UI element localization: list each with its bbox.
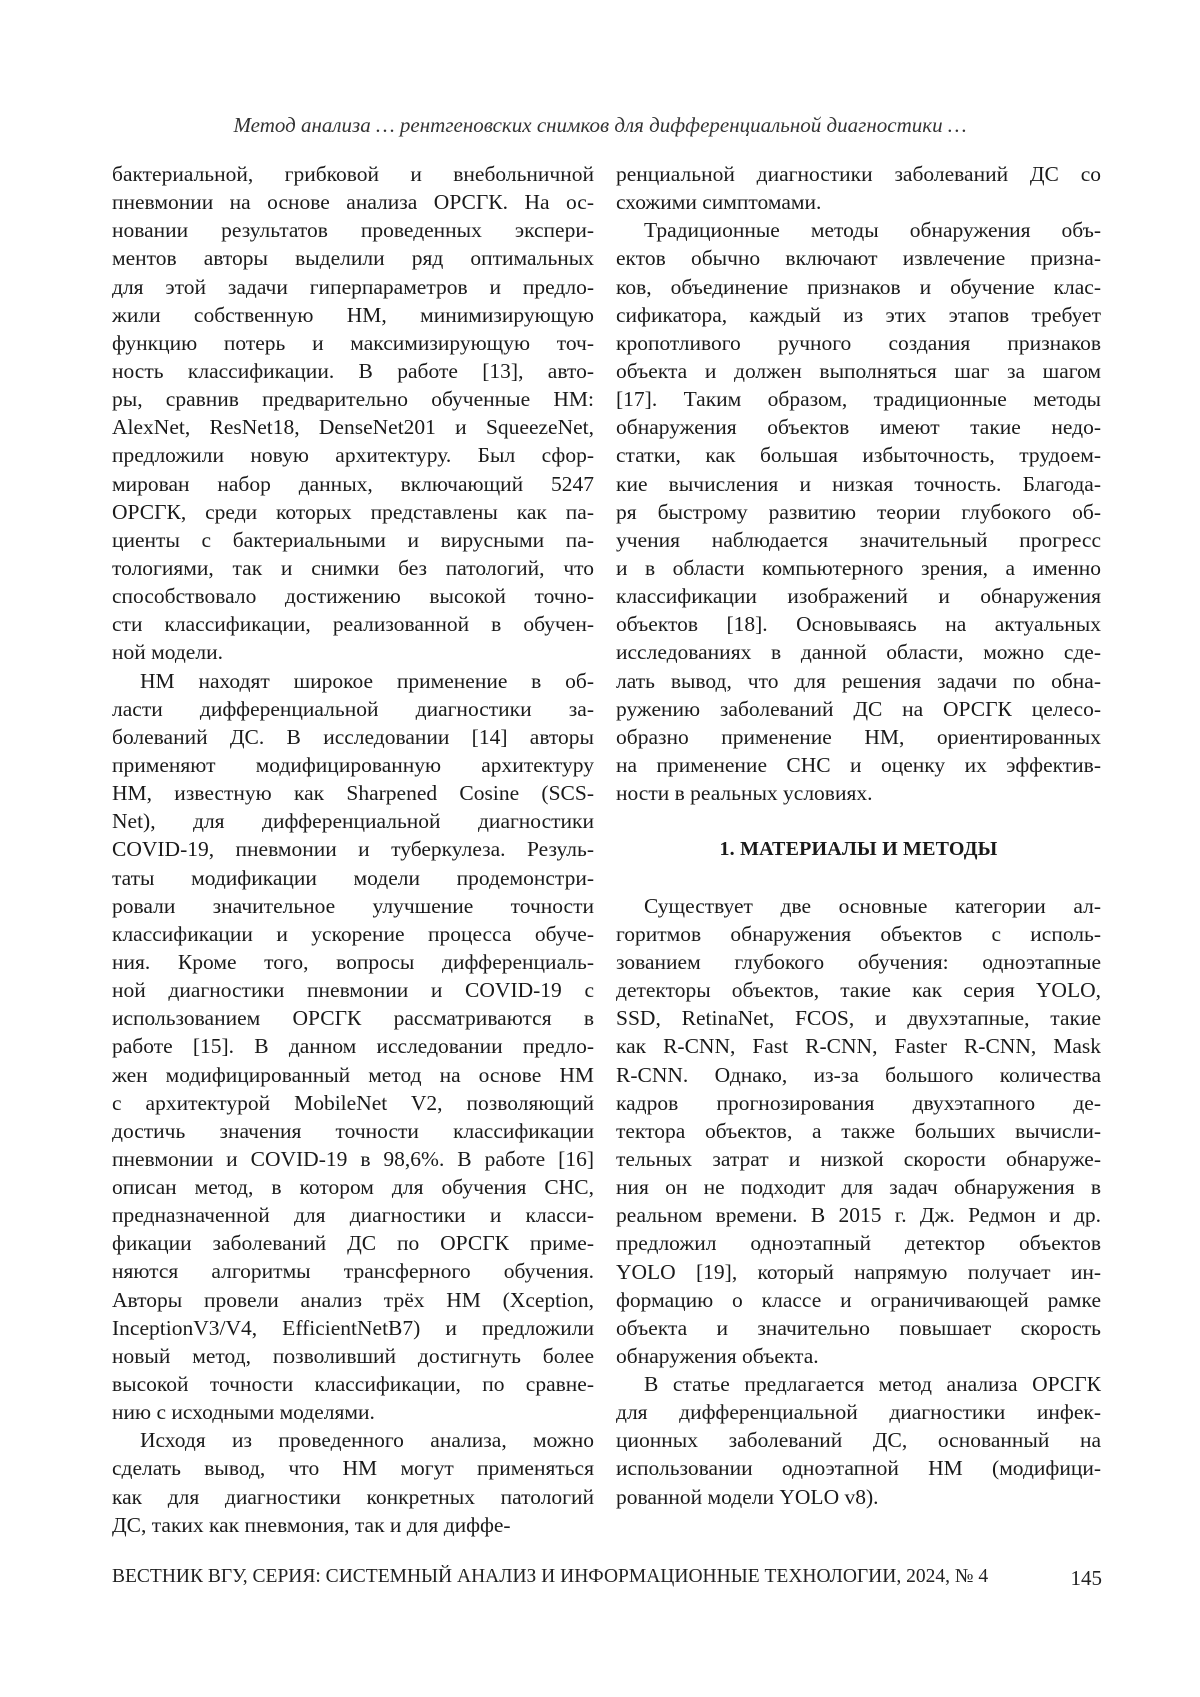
text-line: статки, как большая избыточность, трудоем- [616,441,1101,469]
text-line: COVID-19, пневмонии и туберкулеза. Резуль- [112,835,594,863]
text-line: жили собственную НМ, минимизирующую [112,301,594,329]
text-line: новый метод, позволивший достигнуть более [112,1342,594,1370]
text-line: реальном времени. В 2015 г. Дж. Редмон и др. [616,1201,1101,1229]
text-line: тектора объектов, а также больших вычисли- [616,1117,1101,1145]
paragraph [112,667,594,1427]
running-header: Метод анализа … рентгеновских снимков для дифференциальной диагностики … [0,113,1200,138]
text-line: исследованиях в данной области, можно сде- [616,638,1101,666]
right-top-text [616,160,1101,807]
text-line: НМ, известную как Sharpened Cosine (SCS- [112,779,594,807]
text-line: новании результатов проведенных экспери- [112,216,594,244]
text-line: обнаружения объекта. [616,1342,1101,1370]
text-line: кадров прогнозирования двухэтапного де- [616,1089,1101,1117]
text-line: YOLO [19], который напрямую получает ин- [616,1258,1101,1286]
text-line: ласти дифференциальной диагностики за- [112,695,594,723]
text-line: пневмонии на основе анализа ОРСГК. На ос- [112,188,594,216]
text-line: ОРСГК, среди которых представлены как па- [112,498,594,526]
text-line: ния. Кроме того, вопросы дифференциаль- [112,948,594,976]
text-line: объекта и должен выполняться шаг за шагом [616,357,1101,385]
text-line: R-CNN. Однако, из-за большого количества [616,1061,1101,1089]
text-line: для дифференциальной диагностики инфек- [616,1398,1101,1426]
text-line: как для диагностики конкретных патологий [112,1483,594,1511]
text-line: ренциальной диагностики заболеваний ДС со [616,160,1101,188]
text-line: SSD, RetinaNet, FCOS, и двухэтапные, такие [616,1004,1101,1032]
text-line: ря быстрому развитию теории глубокого об- [616,498,1101,526]
text-line: ровали значительное улучшение точности [112,892,594,920]
text-line: ков, объединение признаков и обучение клас- [616,273,1101,301]
text-line: объектов [18]. Основываясь на актуальных [616,610,1101,638]
text-line: ДС, таких как пневмония, так и для диффе- [112,1511,594,1539]
text-line: сификатора, каждый из этих этапов требует [616,301,1101,329]
text-line: InceptionV3/V4, EfficientNetB7) и предложили [112,1314,594,1342]
text-line: Исходя из проведенного анализа, можно [112,1426,594,1454]
text-line: кропотливого ручного создания признаков [616,329,1101,357]
text-line: жен модифицированный метод на основе НМ [112,1061,594,1089]
text-line: сделать вывод, что НМ могут применяться [112,1454,594,1482]
text-line: и в области компьютерного зрения, а именно [616,554,1101,582]
text-line: нию с исходными моделями. [112,1398,594,1426]
text-line: бактериальной, грибковой и внебольничной [112,160,594,188]
text-line: таты модификации модели продемонстри- [112,864,594,892]
text-line: описан метод, в котором для обучения СНС, [112,1173,594,1201]
text-line: образно применение НМ, ориентированных [616,723,1101,751]
text-line: предложил одноэтапный детектор объектов [616,1229,1101,1257]
text-line: использовании одноэтапной НМ (модифици- [616,1454,1101,1482]
text-line: детекторы объектов, такие как серия YOLO, [616,976,1101,1004]
text-line: с архитектурой MobileNet V2, позволяющий [112,1089,594,1117]
paragraph [616,160,1101,216]
paragraph [616,892,1101,1370]
text-line: зованием глубокого обучения: одноэтапные [616,948,1101,976]
text-line: применяют модифицированную архитектуру [112,751,594,779]
text-line: ной модели. [112,638,594,666]
text-line: ектов обычно включают извлечение призна- [616,244,1101,272]
right-column [616,160,1101,1511]
text-line: ружению заболеваний ДС на ОРСГК целесо- [616,695,1101,723]
text-line: ментов авторы выделили ряд оптимальных [112,244,594,272]
left-column [112,160,594,1539]
text-line: ности в реальных условиях. [616,779,1101,807]
text-line: функцию потерь и максимизирующую точ- [112,329,594,357]
text-line: рованной модели YOLO v8). [616,1483,1101,1511]
text-line: болеваний ДС. В исследовании [14] авторы [112,723,594,751]
paragraph [112,1426,594,1539]
page-footer [112,1566,1102,1591]
text-line: для этой задачи гиперпараметров и предло- [112,273,594,301]
text-line: предложили новую архитектуру. Был сфор- [112,441,594,469]
text-line: [17]. Таким образом, традиционные методы [616,385,1101,413]
text-line: формацию о классе и ограничивающей рамке [616,1286,1101,1314]
paragraph [616,216,1101,807]
text-line: ной диагностики пневмонии и COVID-19 с [112,976,594,1004]
section-heading: 1. МАТЕРИАЛЫ И МЕТОДЫ [616,807,1101,891]
text-line: Существует две основные категории ал- [616,892,1101,920]
text-line: AlexNet, ResNet18, DenseNet201 и SqueezeNet, [112,413,594,441]
text-line: лать вывод, что для решения задачи по обна- [616,667,1101,695]
text-line: тельных затрат и низкой скорости обнаруже- [616,1145,1101,1173]
text-line: обнаружения объектов имеют такие недо- [616,413,1101,441]
text-line: использованием ОРСГК рассматриваются в [112,1004,594,1032]
paragraph [616,1370,1101,1511]
text-line: кие вычисления и низкая точность. Благода- [616,470,1101,498]
text-line: Традиционные методы обнаружения объ- [616,216,1101,244]
text-line: объекта и значительно повышает скорость [616,1314,1101,1342]
text-line: учения наблюдается значительный прогресс [616,526,1101,554]
paragraph [112,160,594,667]
text-line: ры, сравнив предварительно обученные НМ: [112,385,594,413]
text-line: Net), для дифференциальной диагностики [112,807,594,835]
text-line: НМ находят широкое применение в об- [112,667,594,695]
text-line: В статье предлагается метод анализа ОРСГК [616,1370,1101,1398]
page-number: 145 [1071,1566,1103,1591]
text-line: циенты с бактериальными и вирусными па- [112,526,594,554]
text-line: способствовало достижению высокой точно- [112,582,594,610]
text-line: классификации изображений и обнаружения [616,582,1101,610]
right-bottom-text [616,892,1101,1511]
text-line: фикации заболеваний ДС по ОРСГК приме- [112,1229,594,1257]
journal-title: ВЕСТНИК ВГУ, СЕРИЯ: СИСТЕМНЫЙ АНАЛИЗ И ИНФОРМАЦИОННЫЕ ТЕХНОЛОГИИ, 2024, № 4 [112,1566,988,1591]
text-line: как R-CNN, Fast R-CNN, Faster R-CNN, Mask [616,1032,1101,1060]
text-line: на применение СНС и оценку их эффектив- [616,751,1101,779]
text-line: ния он не подходит для задач обнаружения в [616,1173,1101,1201]
text-line: Авторы провели анализ трёх НМ (Xception, [112,1286,594,1314]
text-line: ционных заболеваний ДС, основанный на [616,1426,1101,1454]
text-line: схожими симптомами. [616,188,1101,216]
text-line: предназначенной для диагностики и класси- [112,1201,594,1229]
text-line: горитмов обнаружения объектов с исполь- [616,920,1101,948]
text-line: высокой точности классификации, по сравне- [112,1370,594,1398]
text-line: сти классификации, реализованной в обучен- [112,610,594,638]
text-line: мирован набор данных, включающий 5247 [112,470,594,498]
text-line: ность классификации. В работе [13], авто- [112,357,594,385]
text-line: работе [15]. В данном исследовании предло- [112,1032,594,1060]
text-line: тологиями, так и снимки без патологий, что [112,554,594,582]
text-line: классификации и ускорение процесса обуче- [112,920,594,948]
text-line: достичь значения точности классификации [112,1117,594,1145]
text-line: няются алгоритмы трансферного обучения. [112,1257,594,1285]
text-line: пневмонии и COVID-19 в 98,6%. В работе [16] [112,1145,594,1173]
